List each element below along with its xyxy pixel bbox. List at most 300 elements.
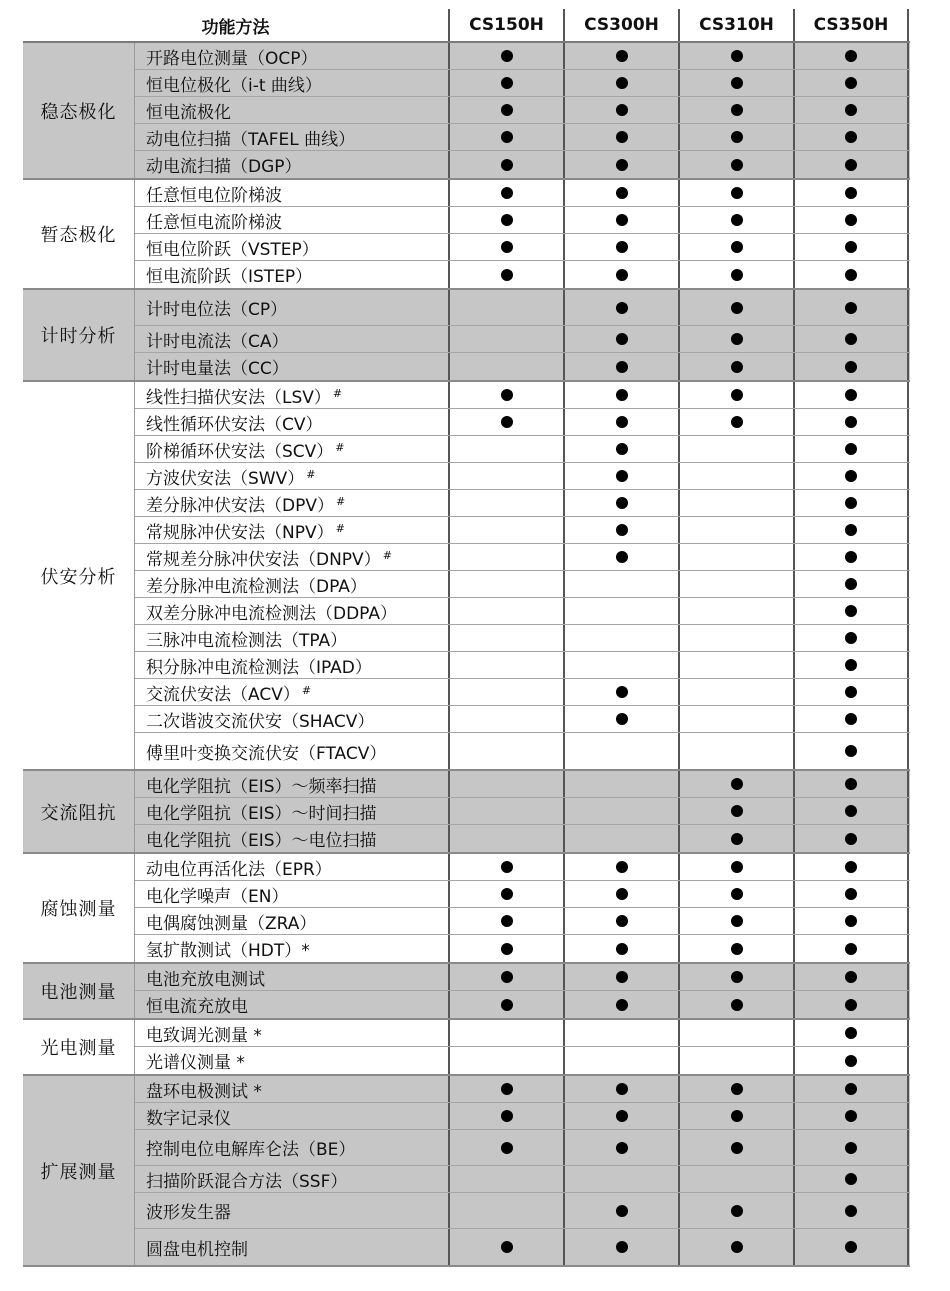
method-name-cell [135, 326, 450, 352]
method-name-cell [135, 353, 450, 380]
support-cell [795, 124, 909, 150]
support-cell [795, 436, 909, 462]
support-cell [680, 180, 795, 206]
footnote-mark: # [335, 440, 345, 454]
support-cell [450, 151, 565, 178]
supported-dot-icon [731, 77, 743, 89]
support-cell [565, 1103, 680, 1129]
support-cell [795, 964, 909, 990]
support-cell [565, 991, 680, 1018]
method-name-cell [135, 935, 450, 962]
method-name-cell [135, 964, 450, 990]
support-cell [450, 326, 565, 352]
supported-dot-icon [845, 241, 857, 253]
method-name-cell [135, 908, 450, 934]
support-cell [565, 652, 680, 678]
table-row [135, 625, 910, 652]
table-row [135, 1130, 910, 1166]
support-cell [450, 854, 565, 880]
supported-dot-icon [616, 524, 628, 536]
support-cell [450, 490, 565, 516]
support-cell [565, 1020, 680, 1046]
supported-dot-icon [845, 713, 857, 725]
support-cell [795, 854, 909, 880]
footnote-mark: # [382, 548, 392, 562]
support-cell [565, 908, 680, 934]
supported-dot-icon [845, 778, 857, 790]
column-header-model: CS310H [680, 9, 795, 41]
support-cell [795, 1229, 909, 1265]
supported-dot-icon [845, 77, 857, 89]
support-cell [795, 353, 909, 380]
supported-dot-icon [731, 943, 743, 955]
support-cell [565, 490, 680, 516]
feature-table [23, 9, 910, 1267]
method-name: 氢扩散测试（HDT）* [146, 941, 310, 961]
category-group [23, 43, 910, 180]
support-cell [680, 1166, 795, 1192]
support-cell [795, 771, 909, 797]
support-cell [680, 70, 795, 96]
table-row [135, 234, 910, 261]
support-cell [450, 180, 565, 206]
table-row [135, 544, 910, 571]
method-name-cell [135, 1047, 450, 1074]
support-cell [795, 43, 909, 69]
method-list [135, 771, 910, 852]
supported-dot-icon [501, 1083, 513, 1095]
supported-dot-icon [616, 861, 628, 873]
footnote-mark: # [332, 386, 343, 400]
support-cell [680, 908, 795, 934]
supported-dot-icon [501, 159, 513, 171]
footnote-mark: # [301, 683, 312, 697]
table-row [135, 463, 910, 490]
support-cell [680, 771, 795, 797]
supported-dot-icon [616, 1083, 628, 1095]
supported-dot-icon [501, 214, 513, 226]
supported-dot-icon [845, 1110, 857, 1122]
support-cell [795, 207, 909, 233]
support-cell [565, 261, 680, 288]
supported-dot-icon [501, 416, 513, 428]
support-cell [450, 97, 565, 123]
support-cell [450, 625, 565, 651]
supported-dot-icon [731, 389, 743, 401]
support-cell [450, 679, 565, 705]
support-cell [450, 1229, 565, 1265]
support-cell [680, 463, 795, 489]
method-name: 光谱仪测量 * [146, 1053, 245, 1073]
method-name-cell [135, 70, 450, 96]
supported-dot-icon [731, 416, 743, 428]
table-body [23, 43, 910, 1267]
table-row [135, 908, 910, 935]
method-name: 交流伏安法（ACV） [146, 684, 300, 705]
method-list [135, 854, 910, 962]
support-cell [795, 290, 909, 325]
method-name-cell [135, 517, 450, 543]
supported-dot-icon [845, 131, 857, 143]
support-cell [450, 261, 565, 288]
support-cell [450, 436, 565, 462]
support-cell [450, 290, 565, 325]
supported-dot-icon [845, 915, 857, 927]
support-cell [450, 234, 565, 260]
category-label: 伏安分析 [23, 382, 135, 769]
support-cell [795, 1047, 909, 1074]
support-cell [565, 43, 680, 69]
footnote-mark: # [335, 521, 345, 535]
support-cell [795, 881, 909, 907]
method-name-cell [135, 825, 450, 852]
support-cell [795, 706, 909, 732]
category-group [23, 1020, 910, 1076]
supported-dot-icon [501, 241, 513, 253]
supported-dot-icon [845, 861, 857, 873]
supported-dot-icon [501, 861, 513, 873]
method-name-cell [135, 261, 450, 288]
method-name: 动电位再活化法（EPR） [146, 859, 332, 880]
method-name: 恒电流阶跃（ISTEP） [146, 267, 313, 287]
supported-dot-icon [731, 999, 743, 1011]
supported-dot-icon [845, 333, 857, 345]
method-list [135, 180, 910, 288]
supported-dot-icon [501, 915, 513, 927]
method-name: 电化学阻抗（EIS）～电位扫描 [146, 831, 377, 851]
support-cell [450, 1166, 565, 1192]
category-label: 腐蚀测量 [23, 854, 135, 962]
support-cell [680, 964, 795, 990]
supported-dot-icon [845, 745, 857, 757]
supported-dot-icon [845, 1241, 857, 1253]
support-cell [450, 964, 565, 990]
supported-dot-icon [845, 1055, 857, 1067]
supported-dot-icon [845, 50, 857, 62]
support-cell [795, 151, 909, 178]
category-label: 稳态极化 [23, 43, 135, 178]
method-name-cell [135, 207, 450, 233]
supported-dot-icon [616, 686, 628, 698]
supported-dot-icon [616, 443, 628, 455]
support-cell [795, 97, 909, 123]
table-row [135, 771, 910, 798]
support-cell [565, 409, 680, 435]
support-cell [565, 625, 680, 651]
method-name: 电池充放电测试 [146, 969, 265, 990]
table-row [135, 382, 910, 409]
method-name: 计时电流法（CA） [146, 331, 289, 352]
support-cell [450, 771, 565, 797]
supported-dot-icon [845, 943, 857, 955]
support-cell [680, 825, 795, 852]
table-row [135, 825, 910, 852]
support-cell [795, 652, 909, 678]
method-name: 线性扫描伏安法（LSV） [146, 387, 331, 408]
table-row [135, 733, 910, 769]
support-cell [565, 234, 680, 260]
table-row [135, 991, 910, 1018]
supported-dot-icon [845, 999, 857, 1011]
support-cell [680, 326, 795, 352]
support-cell [565, 207, 680, 233]
supported-dot-icon [845, 971, 857, 983]
supported-dot-icon [845, 497, 857, 509]
table-row [135, 43, 910, 70]
support-cell [680, 733, 795, 769]
supported-dot-icon [845, 389, 857, 401]
table-header-row [23, 9, 910, 43]
supported-dot-icon [731, 131, 743, 143]
support-cell [795, 1166, 909, 1192]
category-label: 暂态极化 [23, 180, 135, 288]
support-cell [680, 854, 795, 880]
supported-dot-icon [845, 1205, 857, 1217]
support-cell [565, 771, 680, 797]
method-name-cell [135, 854, 450, 880]
supported-dot-icon [845, 1083, 857, 1095]
method-name: 扫描阶跃混合方法（SSF） [146, 1171, 348, 1192]
supported-dot-icon [731, 915, 743, 927]
support-cell [450, 207, 565, 233]
supported-dot-icon [731, 971, 743, 983]
support-cell [565, 598, 680, 624]
supported-dot-icon [731, 187, 743, 199]
method-name: 波形发生器 [146, 1203, 231, 1223]
method-name: 任意恒电流阶梯波 [146, 212, 282, 233]
support-cell [680, 409, 795, 435]
supported-dot-icon [845, 888, 857, 900]
support-cell [795, 180, 909, 206]
table-row [135, 1103, 910, 1130]
support-cell [795, 625, 909, 651]
support-cell [450, 1193, 565, 1228]
method-name-cell [135, 463, 450, 489]
support-cell [565, 1130, 680, 1165]
table-row [135, 964, 910, 991]
support-cell [565, 1229, 680, 1265]
supported-dot-icon [501, 187, 513, 199]
supported-dot-icon [845, 1142, 857, 1154]
supported-dot-icon [845, 686, 857, 698]
method-name: 电致调光测量 * [146, 1025, 262, 1046]
support-cell [565, 70, 680, 96]
supported-dot-icon [616, 50, 628, 62]
supported-dot-icon [731, 269, 743, 281]
supported-dot-icon [845, 416, 857, 428]
supported-dot-icon [731, 861, 743, 873]
support-cell [795, 1193, 909, 1228]
supported-dot-icon [501, 389, 513, 401]
support-cell [565, 706, 680, 732]
method-name: 常规脉冲伏安法（NPV） [146, 522, 334, 543]
table-row [135, 1166, 910, 1193]
method-name-cell [135, 1103, 450, 1129]
supported-dot-icon [501, 77, 513, 89]
support-cell [680, 261, 795, 288]
support-cell [450, 353, 565, 380]
method-name-cell [135, 544, 450, 570]
support-cell [450, 409, 565, 435]
support-cell [450, 1020, 565, 1046]
method-name: 差分脉冲伏安法（DPV） [146, 495, 334, 516]
method-name: 数字记录仪 [146, 1108, 231, 1129]
category-label: 光电测量 [23, 1020, 135, 1074]
support-cell [565, 463, 680, 489]
method-name: 控制电位电解库仑法（BE） [146, 1140, 356, 1160]
support-cell [795, 825, 909, 852]
supported-dot-icon [616, 1110, 628, 1122]
support-cell [680, 43, 795, 69]
table-row [135, 261, 910, 288]
support-cell [450, 798, 565, 824]
method-name: 三脉冲电流检测法（TPA） [146, 630, 348, 651]
supported-dot-icon [731, 888, 743, 900]
supported-dot-icon [845, 632, 857, 644]
supported-dot-icon [731, 214, 743, 226]
method-name-cell [135, 679, 450, 705]
method-name: 电化学噪声（EN） [146, 886, 289, 907]
table-row [135, 124, 910, 151]
supported-dot-icon [845, 361, 857, 373]
supported-dot-icon [501, 50, 513, 62]
supported-dot-icon [501, 1142, 513, 1154]
method-name-cell [135, 771, 450, 797]
support-cell [680, 1193, 795, 1228]
support-cell [680, 207, 795, 233]
support-cell [565, 180, 680, 206]
category-group [23, 854, 910, 964]
supported-dot-icon [616, 999, 628, 1011]
support-cell [680, 490, 795, 516]
support-cell [565, 854, 680, 880]
support-cell [450, 1076, 565, 1102]
supported-dot-icon [616, 888, 628, 900]
method-list [135, 382, 910, 769]
support-cell [450, 908, 565, 934]
support-cell [680, 571, 795, 597]
support-cell [795, 544, 909, 570]
method-name-cell [135, 43, 450, 69]
footnote-mark: # [335, 494, 346, 508]
support-cell [680, 151, 795, 178]
supported-dot-icon [501, 104, 513, 116]
supported-dot-icon [616, 915, 628, 927]
method-name-cell [135, 180, 450, 206]
supported-dot-icon [501, 1241, 513, 1253]
supported-dot-icon [616, 361, 628, 373]
supported-dot-icon [731, 333, 743, 345]
support-cell [450, 43, 565, 69]
support-cell [795, 1020, 909, 1046]
supported-dot-icon [616, 971, 628, 983]
method-name-cell [135, 97, 450, 123]
supported-dot-icon [845, 470, 857, 482]
table-row [135, 798, 910, 825]
method-name-cell [135, 1076, 450, 1102]
supported-dot-icon [845, 805, 857, 817]
support-cell [565, 436, 680, 462]
support-cell [565, 544, 680, 570]
method-name: 双差分脉冲电流检测法（DDPA） [146, 603, 397, 624]
support-cell [680, 1130, 795, 1165]
supported-dot-icon [731, 833, 743, 845]
support-cell [680, 517, 795, 543]
category-label: 交流阻抗 [23, 771, 135, 852]
table-row [135, 151, 910, 178]
support-cell [450, 1103, 565, 1129]
method-name-cell [135, 652, 450, 678]
category-group [23, 382, 910, 771]
table-row [135, 517, 910, 544]
supported-dot-icon [616, 159, 628, 171]
support-cell [565, 733, 680, 769]
support-cell [450, 652, 565, 678]
supported-dot-icon [731, 1083, 743, 1095]
support-cell [565, 353, 680, 380]
supported-dot-icon [731, 1110, 743, 1122]
table-row [135, 935, 910, 962]
method-name-cell [135, 991, 450, 1018]
support-cell [565, 1166, 680, 1192]
support-cell [680, 935, 795, 962]
support-cell [680, 290, 795, 325]
supported-dot-icon [616, 269, 628, 281]
method-name: 恒电流极化 [146, 102, 231, 123]
support-cell [795, 1130, 909, 1165]
method-name: 恒电位阶跃（VSTEP） [146, 239, 319, 260]
support-cell [450, 935, 565, 962]
supported-dot-icon [616, 497, 628, 509]
supported-dot-icon [731, 361, 743, 373]
support-cell [795, 70, 909, 96]
supported-dot-icon [731, 104, 743, 116]
method-name-cell [135, 1166, 450, 1192]
support-cell [565, 679, 680, 705]
method-name: 常规差分脉冲伏安法（DNPV） [146, 549, 381, 570]
support-cell [450, 124, 565, 150]
table-row [135, 436, 910, 463]
table-row [135, 490, 910, 517]
method-name-cell [135, 798, 450, 824]
support-cell [680, 679, 795, 705]
method-list [135, 1076, 910, 1265]
supported-dot-icon [731, 241, 743, 253]
support-cell [795, 261, 909, 288]
method-name-cell [135, 733, 450, 769]
table-row [135, 1229, 910, 1265]
table-row [135, 598, 910, 625]
support-cell [565, 571, 680, 597]
supported-dot-icon [731, 778, 743, 790]
category-label: 计时分析 [23, 290, 135, 380]
support-cell [795, 1103, 909, 1129]
supported-dot-icon [501, 888, 513, 900]
support-cell [680, 234, 795, 260]
table-row [135, 326, 910, 353]
method-name-cell [135, 436, 450, 462]
method-list [135, 290, 910, 380]
column-header-model: CS350H [795, 9, 909, 41]
support-cell [565, 935, 680, 962]
supported-dot-icon [501, 999, 513, 1011]
supported-dot-icon [616, 302, 628, 314]
method-name: 动电位扫描（TAFEL 曲线） [146, 129, 356, 150]
support-cell [795, 991, 909, 1018]
support-cell [450, 463, 565, 489]
table-row [135, 409, 910, 436]
support-cell [795, 326, 909, 352]
